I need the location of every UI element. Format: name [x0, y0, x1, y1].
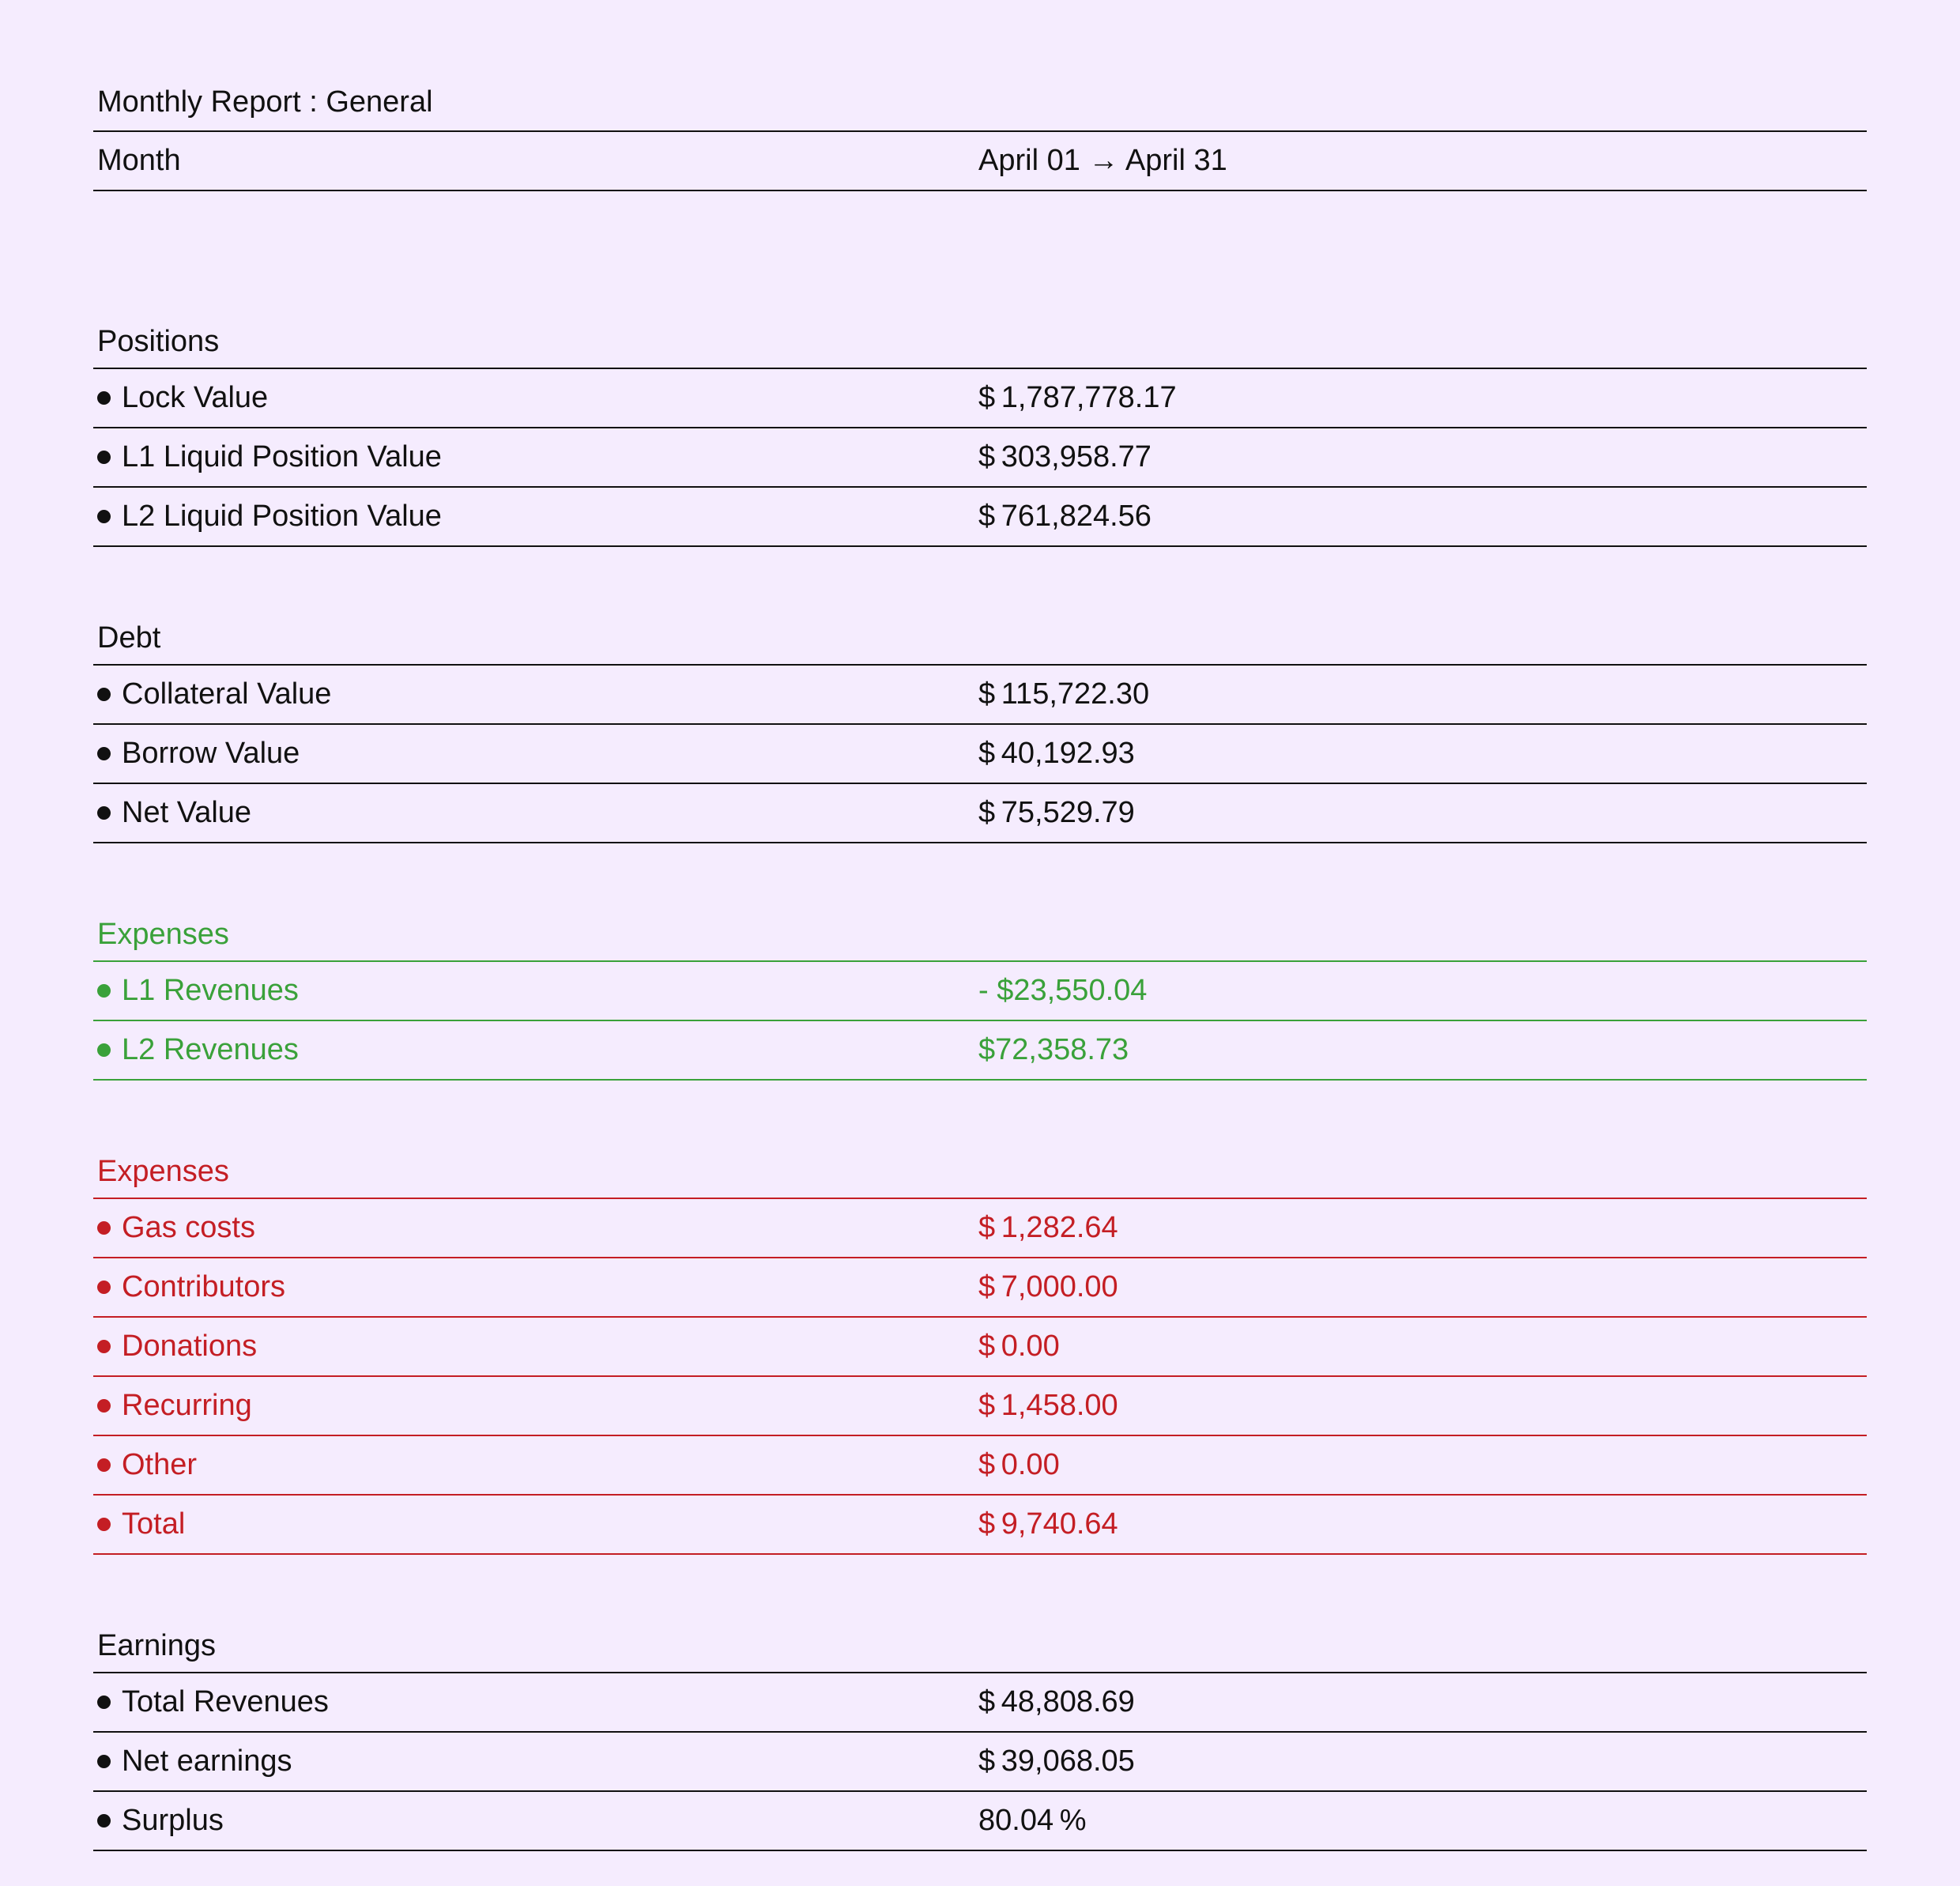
- row-label-text: Borrow Value: [122, 737, 300, 770]
- debt-heading: Debt: [93, 547, 1867, 666]
- bullet-icon: [97, 1340, 111, 1353]
- row-label-text: Total Revenues: [122, 1685, 329, 1718]
- row-value: $ 48,808.69: [978, 1685, 1135, 1718]
- earnings-row-surplus: [93, 1792, 1867, 1851]
- row-label: [93, 1685, 978, 1719]
- bullet-icon: [97, 1399, 111, 1413]
- bullet-icon: [97, 1281, 111, 1294]
- row-value: $ 9,740.64: [978, 1507, 1118, 1541]
- bullet-icon: [97, 984, 111, 998]
- earnings-row-net-earnings: [93, 1733, 1867, 1792]
- row-label-text: Net earnings: [122, 1745, 292, 1778]
- row-label-text: Recurring: [122, 1389, 252, 1422]
- row-label: [93, 381, 978, 415]
- report-title: Monthly Report : General: [93, 0, 1867, 132]
- month-range: April 01 → April 31: [978, 144, 1227, 177]
- row-value: $ 0.00: [978, 1448, 1060, 1481]
- row-label: [93, 1211, 978, 1245]
- revenues-row-l2: [93, 1021, 1867, 1081]
- row-label-text: Other: [122, 1448, 198, 1481]
- row-label-text: Lock Value: [122, 381, 269, 414]
- row-label-text: L1 Revenues: [122, 974, 299, 1007]
- positions-row-lock-value: [93, 369, 1867, 428]
- row-label: [93, 1389, 978, 1423]
- debt-row-collateral: [93, 666, 1867, 725]
- bullet-icon: [97, 451, 111, 464]
- row-value: $ 1,282.64: [978, 1211, 1118, 1244]
- row-label: [93, 1507, 978, 1541]
- bullet-icon: [97, 747, 111, 760]
- bullet-icon: [97, 510, 111, 523]
- row-label: [93, 1270, 978, 1304]
- expenses-row-recurring: [93, 1377, 1867, 1436]
- bullet-icon: [97, 1221, 111, 1235]
- month-row: [93, 132, 1867, 191]
- row-value: $ 1,787,778.17: [978, 381, 1177, 414]
- debt-row-net: [93, 784, 1867, 843]
- expenses-row-donations: [93, 1318, 1867, 1377]
- bullet-icon: [97, 1518, 111, 1531]
- bullet-icon: [97, 806, 111, 820]
- row-label: [93, 974, 978, 1008]
- row-label: [93, 440, 978, 474]
- bullet-icon: [97, 1458, 111, 1472]
- row-value: $ 0.00: [978, 1330, 1060, 1363]
- row-value: $ 761,824.56: [978, 500, 1152, 533]
- bullet-icon: [97, 688, 111, 701]
- row-label-text: Collateral Value: [122, 677, 332, 711]
- row-label-text: L2 Liquid Position Value: [122, 500, 442, 533]
- row-label-text: Surplus: [122, 1804, 224, 1837]
- positions-row-l1-liquid: [93, 428, 1867, 488]
- row-label: [93, 1804, 978, 1838]
- row-label-text: Gas costs: [122, 1211, 255, 1244]
- bullet-icon: [97, 1043, 111, 1057]
- positions-heading: Positions: [93, 191, 1867, 369]
- bullet-icon: [97, 1696, 111, 1709]
- monthly-report: [93, 0, 1867, 1851]
- month-label: Month: [97, 144, 181, 177]
- row-label-text: Total: [122, 1507, 186, 1541]
- row-label-text: L2 Revenues: [122, 1033, 299, 1066]
- earnings-heading: Earnings: [93, 1555, 1867, 1673]
- earnings-row-total-revenues: [93, 1673, 1867, 1733]
- row-value: $ 7,000.00: [978, 1270, 1118, 1303]
- row-label: [93, 1330, 978, 1364]
- row-label-text: Donations: [122, 1330, 258, 1363]
- expenses-row-total: [93, 1496, 1867, 1555]
- row-label: [93, 1033, 978, 1067]
- row-label: [93, 1745, 978, 1778]
- row-value: - $23,550.04: [978, 974, 1148, 1007]
- row-value: $ 303,958.77: [978, 440, 1152, 473]
- revenues-row-l1: [93, 962, 1867, 1021]
- row-value: $ 115,722.30: [978, 677, 1150, 711]
- row-label: [93, 1448, 978, 1482]
- revenues-heading: Expenses: [93, 843, 1867, 962]
- expenses-row-other: [93, 1436, 1867, 1496]
- row-value: $72,358.73: [978, 1033, 1129, 1066]
- debt-row-borrow: [93, 725, 1867, 784]
- row-value: $ 39,068.05: [978, 1745, 1135, 1778]
- row-label: [93, 677, 978, 711]
- row-label-text: L1 Liquid Position Value: [122, 440, 442, 473]
- expenses-heading: Expenses: [93, 1081, 1867, 1199]
- expenses-row-contributors: [93, 1258, 1867, 1318]
- row-value: $ 75,529.79: [978, 796, 1135, 829]
- bullet-icon: [97, 391, 111, 405]
- bullet-icon: [97, 1814, 111, 1828]
- bullet-icon: [97, 1755, 111, 1768]
- row-value: 80.04 %: [978, 1804, 1087, 1837]
- row-label: [93, 500, 978, 534]
- row-label-text: Contributors: [122, 1270, 285, 1303]
- row-value: $ 40,192.93: [978, 737, 1135, 770]
- positions-row-l2-liquid: [93, 488, 1867, 547]
- expenses-row-gas: [93, 1199, 1867, 1258]
- row-label: [93, 796, 978, 830]
- row-value: $ 1,458.00: [978, 1389, 1118, 1422]
- row-label-text: Net Value: [122, 796, 252, 829]
- row-label: [93, 737, 978, 771]
